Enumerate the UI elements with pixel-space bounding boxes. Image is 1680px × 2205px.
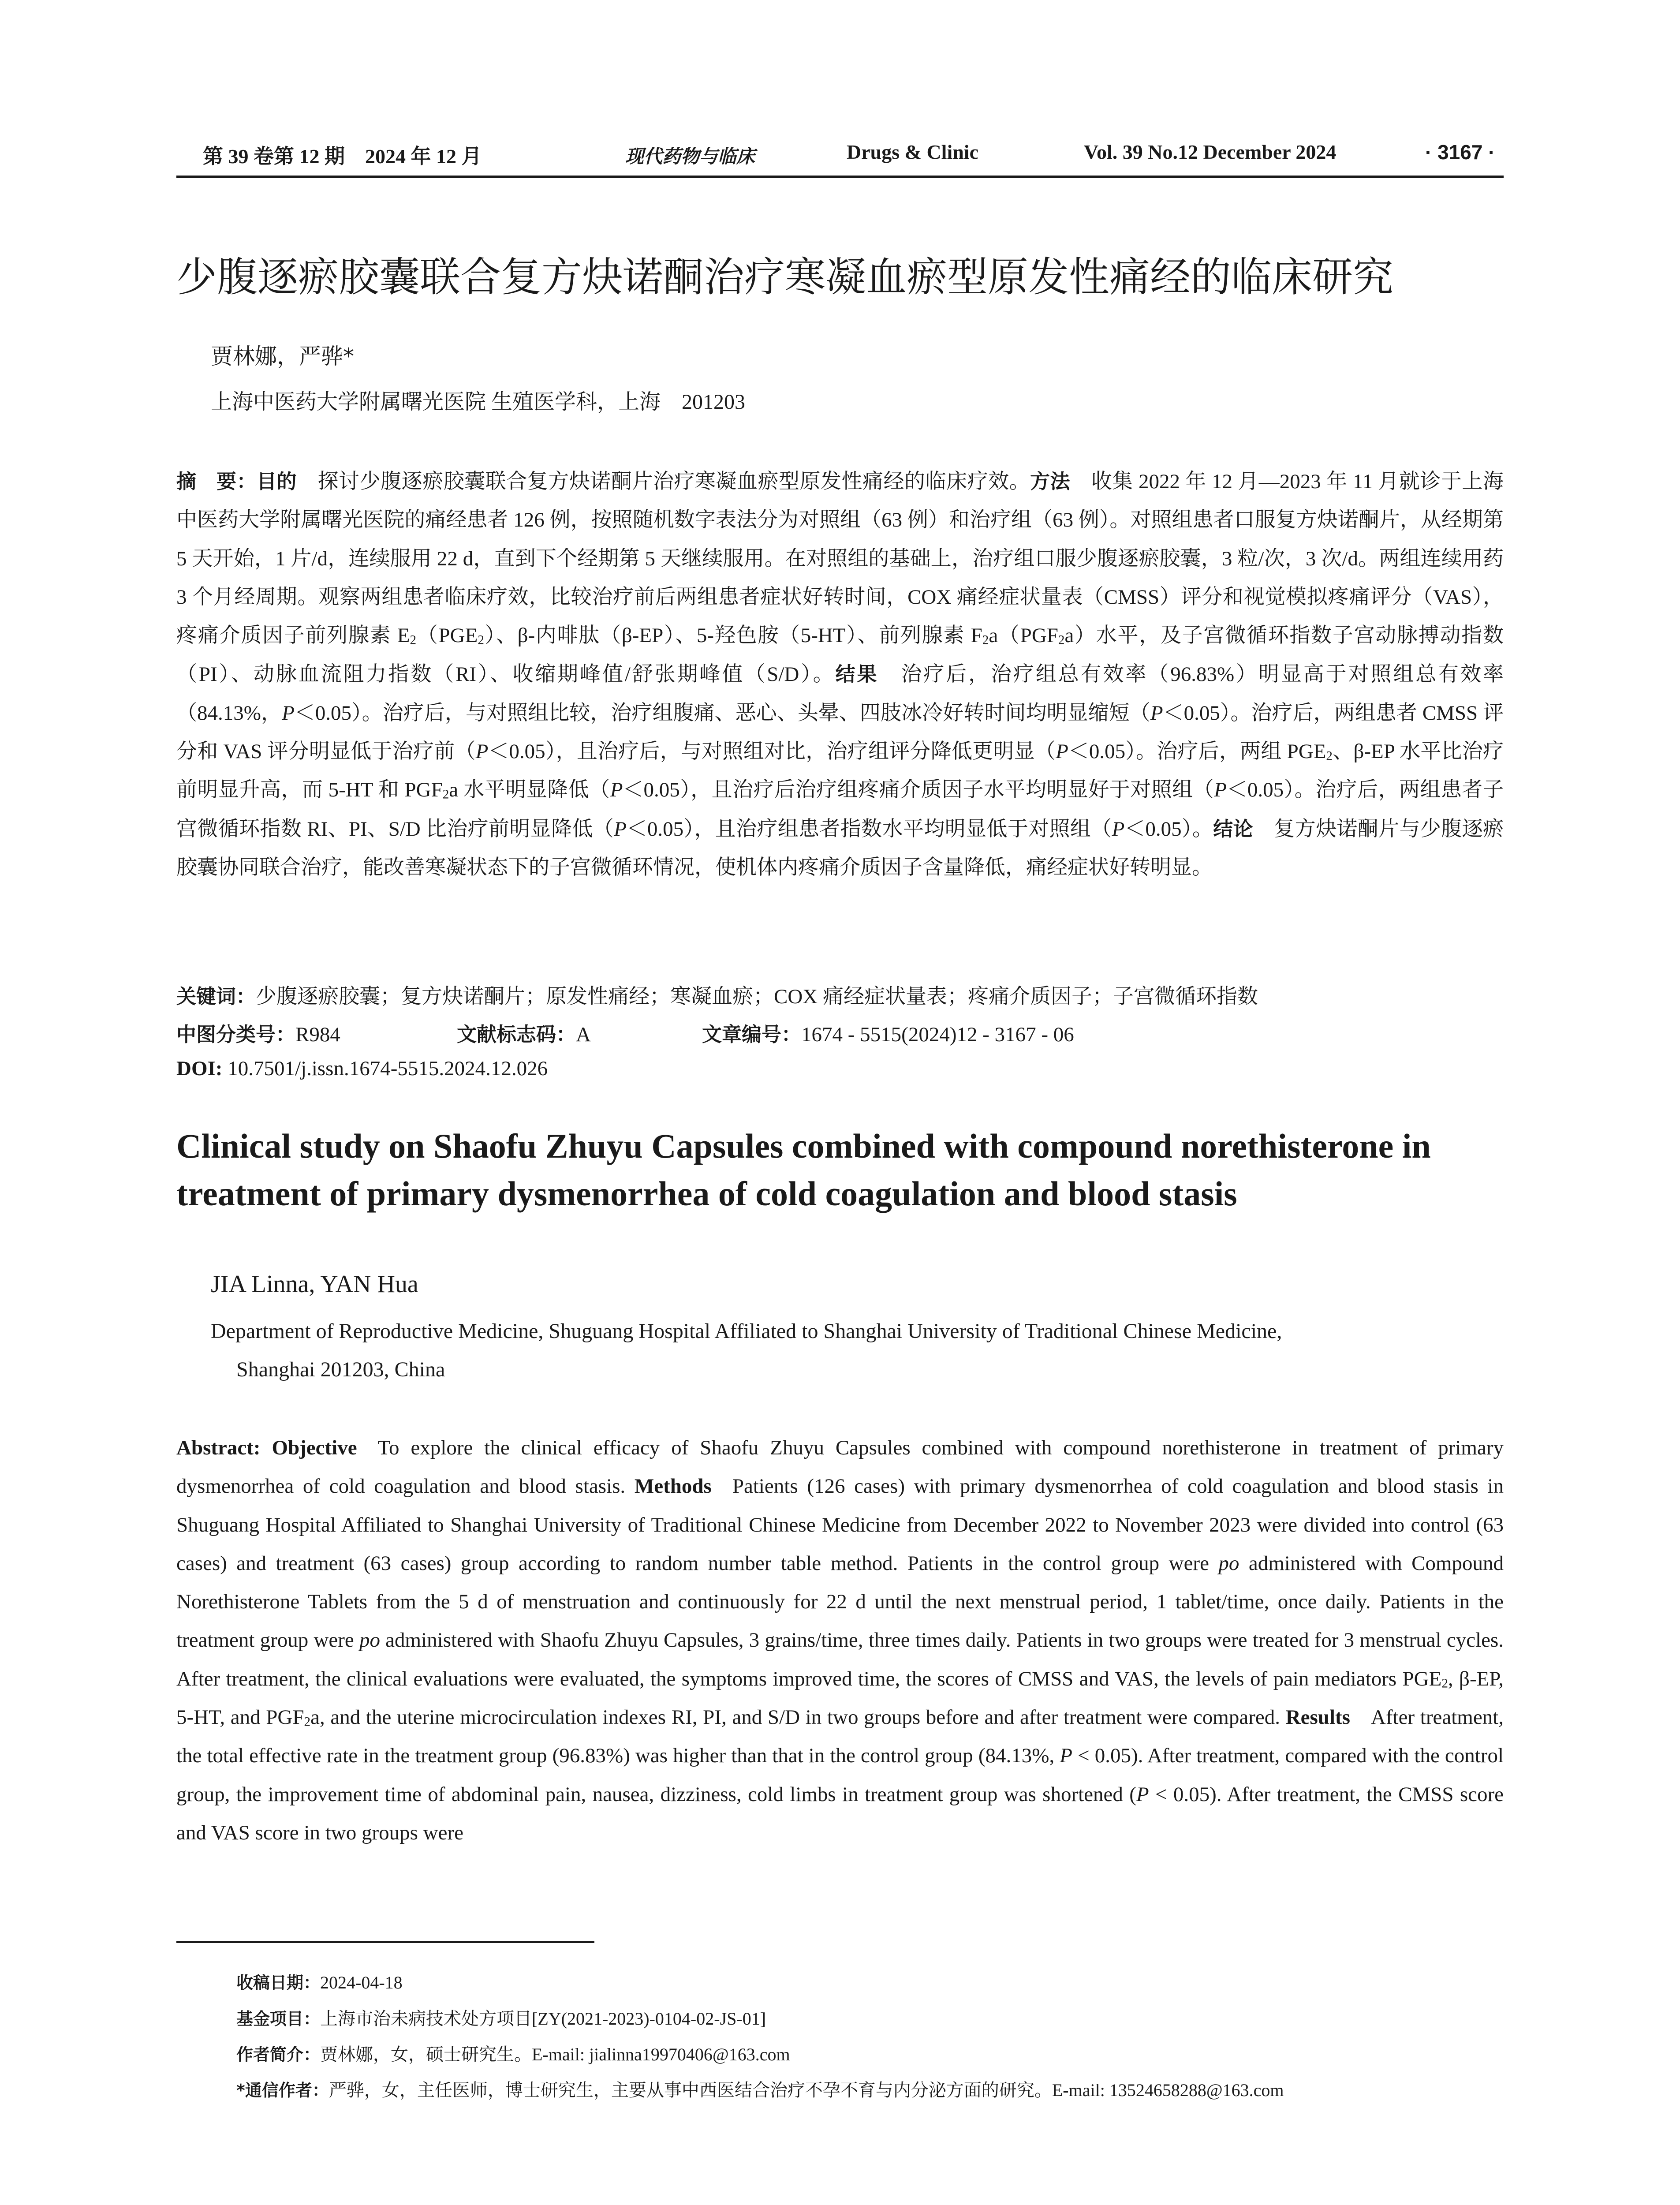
p-value-symbol: P [1060, 1744, 1073, 1768]
results-cn-text: ＜0.05），且治疗后治疗组疼痛介质因子水平均明显好于对照组（ [623, 778, 1214, 802]
header-page-number: · 3167 · [1425, 141, 1495, 164]
po-abbrev: po [1218, 1551, 1239, 1575]
document-code-value: A [576, 1023, 591, 1046]
results-en-label: Results [1285, 1706, 1350, 1729]
results-cn-text: ＜0.05），且治疗后，与对照组对比，治疗组评分降低更明显（ [488, 740, 1056, 763]
abstract-cn [176, 462, 1504, 887]
p-value-symbol: P [475, 740, 489, 763]
footnote-author [236, 2041, 790, 2066]
conclusion-cn-text: 复方炔诺酮片与少腹逐瘀胶囊协同联合治疗，能改善寒凝状态下的子宫微循环情况，使机体内疼痛介质因子含量降低，痛经症状好转明显。 [176, 817, 1504, 879]
results-cn-text: a 水平明显降低（ [449, 778, 610, 802]
results-cn-text: ＜0.05），且治疗组患者指数水平均明显低于对照组（ [626, 817, 1112, 841]
results-cn-text: ＜0.05）。治疗后，与对照组比较，治疗组腹痛、恶心、头晕、四肢冰冷好转时间均明显缩短（ [294, 701, 1150, 725]
header-journal-en: Drugs & Clinic [847, 141, 978, 163]
results-cn-text: ＜0.05）。治疗后，两组 PGE [1068, 740, 1326, 763]
methods-cn-text: （PGE [416, 624, 478, 647]
p-value-symbol: P [610, 778, 623, 802]
methods-cn-text: ）、β-内啡肽（β-EP）、5-羟色胺（5-HT）、前列腺素 F [484, 624, 982, 647]
subscript: 2 [304, 1715, 311, 1729]
conclusion-cn-label: 结论 [1213, 817, 1253, 841]
document-code [457, 1018, 591, 1047]
footnote-rule [176, 1941, 594, 1943]
methods-cn-label: 方法 [1030, 470, 1071, 493]
author-bio-value: 贾林娜，女，硕士研究生。E-mail: jialinna19970406@163.com [320, 2044, 790, 2064]
keywords-cn [176, 980, 1258, 1009]
fund-value: 上海市治未病技术处方项目[ZY(2021-2023)-0104-02-JS-01] [320, 2009, 766, 2029]
p-value-symbol: P [1214, 778, 1227, 802]
article-number-label: 文章编号： [702, 1023, 802, 1046]
subscript: 2 [982, 633, 989, 647]
title-cn: 少腹逐瘀胶囊联合复方炔诺酮治疗寒凝血瘀型原发性痛经的临床研究 [176, 254, 1394, 301]
abstract-en [176, 1429, 1504, 1852]
header-volume: Vol. 39 No.12 December 2024 [1084, 141, 1337, 163]
author-bio-label: 作者简介： [236, 2045, 321, 2064]
affiliation-en-line-2: Shanghai 201203, China [236, 1358, 445, 1381]
corresponding-value: 严骅，女，主任医师，博士研究生，主要从事中西医结合治疗不孕不育与内分泌方面的研究。E-mail: 13524658288@163.com [329, 2080, 1284, 2100]
footnote-fund [236, 2005, 766, 2030]
footnote-corresponding [236, 2076, 1284, 2101]
title-en: Clinical study on Shaofu Zhuyu Capsules combined with compound norethisterone in treatment of primary dysmenorrhea of cold coagulation and blood stasis [176, 1127, 1431, 1213]
methods-en-text: administered with Compound Norethisterone Tablets from the 5 d of menstruation and continuously for 22 d until the next menstrual period, 1 tablet/time, once daily. Patients in the treatment group were [176, 1551, 1504, 1652]
objective-cn-label: 目的 [257, 470, 297, 493]
results-cn-text: 、β-EP 水平比治疗前明显升高，而 5-HT 和 PGF [176, 740, 1504, 802]
clc-value: R984 [295, 1023, 340, 1046]
article-number-value: 1674 - 5515(2024)12 - 3167 - 06 [801, 1023, 1074, 1046]
clc-number [176, 1018, 340, 1047]
subscript: 2 [1058, 633, 1065, 647]
p-value-symbol: P [282, 701, 295, 725]
doi-value[interactable]: 10.7501/j.issn.1674-5515.2024.12.026 [228, 1057, 548, 1080]
methods-en-text: administered with Shaofu Zhuyu Capsules, 3 grains/time, three times daily. Patients in two groups were treated for 3 menstrual cycles. After treatment, the clinical evaluations were evaluated, the symptoms improved time, the scores of CMSS and VAS, the levels of pain mediators PGE [176, 1629, 1504, 1690]
document-code-label: 文献标志码： [457, 1023, 576, 1046]
methods-en-text: , β-EP, 5-HT, and PGF [176, 1667, 1504, 1729]
results-cn-text: 治疗后，治疗组总有效率（96.83%）明显高于对照组总有效率（84.13%， [176, 663, 1504, 725]
methods-cn-text: a）水平，及子宫微循环指数子宫动脉搏动指数（PI）、动脉血流阻力指数（RI）、收缩期峰值/舒张期峰值（S/D）。 [176, 624, 1504, 686]
abstract-en-label: Abstract: Objective [176, 1436, 357, 1459]
article-number [702, 1018, 1074, 1047]
doi-label: DOI: [176, 1057, 223, 1080]
results-cn-label: 结果 [835, 662, 879, 686]
keywords-cn-value: 少腹逐瘀胶囊；复方炔诺酮片；原发性痛经；寒凝血瘀；COX 痛经症状量表；疼痛介质因子；子宫微循环指数 [256, 985, 1258, 1008]
authors-en: JIA Linna, YAN Hua [211, 1271, 418, 1298]
methods-en-text: Patients (126 cases) with primary dysmenorrhea of cold coagulation and blood stasis in Shuguang Hospital Affiliated to Shanghai University of Traditional Chinese Medicine from December 2022 to November 2023 were divided into control (63 cases) and treatment (63 cases) group according to random number table method. Patients in the control group were [176, 1475, 1504, 1575]
methods-cn-text: a（PGF [989, 624, 1058, 647]
received-label: 收稿日期： [236, 1973, 321, 1992]
subscript: 2 [1326, 749, 1333, 763]
results-cn-text: ＜0.05）。治疗后，两组患者 CMSS 评分和 VAS 评分明显低于治疗前（ [176, 701, 1504, 763]
methods-en-text: a, and the uterine microcirculation indexes RI, PI, and S/D in two groups before and after treatment were compared. [310, 1706, 1280, 1729]
authors-cn: 贾林娜，严骅* [211, 344, 354, 369]
results-en-text: < 0.05). After treatment, the CMSS score and VAS score in two groups were [176, 1783, 1504, 1844]
header-rule [176, 176, 1504, 178]
p-value-symbol: P [1150, 701, 1163, 725]
subscript: 2 [478, 633, 484, 647]
affiliation-en [211, 1312, 1504, 1389]
footnote-received [236, 1969, 403, 1993]
po-abbrev: po [359, 1629, 380, 1652]
header-issue: 第 39 卷第 12 期 2024 年 12 月 [203, 145, 482, 168]
clc-label: 中图分类号： [176, 1023, 296, 1046]
p-value-symbol: P [1112, 817, 1125, 841]
affiliation-cn: 上海中医药大学附属曙光医院 生殖医学科，上海 201203 [211, 390, 746, 414]
keywords-cn-label: 关键词： [176, 985, 256, 1008]
subscript: 2 [1441, 1676, 1448, 1691]
abstract-cn-label: 摘 要： [176, 470, 257, 493]
fund-label: 基金项目： [236, 2009, 321, 2029]
p-value-symbol: P [614, 817, 627, 841]
results-cn-text: ＜0.05）。治疗后，两组患者子宫微循环指数 RI、PI、S/D 比治疗前明显降低（ [176, 778, 1504, 841]
received-value: 2024-04-18 [320, 1973, 403, 1992]
results-en-text: After treatment, the total effective rate in the treatment group (96.83%) was higher than that in the control group (84.13%, [176, 1706, 1504, 1768]
results-en-text: < 0.05). After treatment, compared with the control group, the improvement time of abdominal pain, nausea, dizziness, cold limbs in treatment group was shortened ( [176, 1744, 1504, 1806]
header-journal-cn: 现代药物与临床 [625, 146, 755, 167]
p-value-symbol: P [1056, 740, 1068, 763]
p-value-symbol: P [1136, 1783, 1149, 1806]
methods-cn-text: 收集 2022 年 12 月—2023 年 11 月就诊于上海中医药大学附属曙光医院的痛经患者 126 例，按照随机数字表法分为对照组（63 例）和治疗组（63 例）。对照组患者口服复方炔诺酮片，从经期第 5 天开始，1 片/d，连续服用 22 d，直到下个经期第 5 天继续服用。在对照组的基础上，治疗组口服少腹逐瘀胶囊，3 粒/次，3 次/d。两组连续用药 3 个月经周期。观察两组患者临床疗效，比较治疗前后两组患者症状好转时间，COX 痛经症状量表（CMSS）评分和视觉模拟疼痛评分（VAS），疼痛介质因子前列腺素 E [176, 470, 1504, 647]
subscript: 2 [410, 633, 417, 647]
results-cn-text: ＜0.05）。 [1124, 817, 1213, 841]
objective-cn-text: 探讨少腹逐瘀胶囊联合复方炔诺酮片治疗寒凝血瘀型原发性痛经的临床疗效。 [317, 470, 1030, 493]
subscript: 2 [442, 787, 449, 802]
corresponding-label: *通信作者： [236, 2081, 329, 2100]
objective-en-text: To explore the clinical efficacy of Shaofu Zhuyu Capsules combined with compound norethisterone in treatment of primary dysmenorrhea of cold coagulation and blood stasis. [176, 1436, 1504, 1498]
doi [176, 1057, 548, 1080]
affiliation-en-line-1: Department of Reproductive Medicine, Shuguang Hospital Affiliated to Shanghai University of Traditional Chinese Medicine, [211, 1319, 1282, 1343]
methods-en-label: Methods [634, 1475, 712, 1498]
